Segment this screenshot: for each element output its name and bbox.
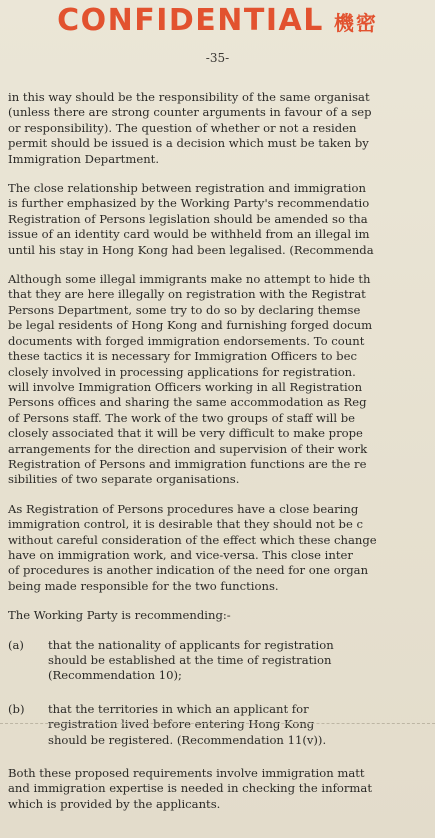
text-line: of Persons staff. The work of the two groups of staff will be <box>8 410 356 425</box>
text-line: these tactics it is necessary for Immigration Officers to bec <box>8 349 357 364</box>
paragraph-4 <box>8 502 435 594</box>
text-line: registration lived before entering Hong Kong <box>48 717 315 732</box>
text-line: should be registered. (Recommendation 11(v)). <box>48 732 327 747</box>
recommendation-label: (a) <box>8 637 24 652</box>
text-line: until his stay in Hong Kong had been legalised. (Recommenda <box>8 242 374 257</box>
text-line: that they are here illegally on registration with the Registrat <box>8 287 366 302</box>
text-line: closely involved in processing applications for registration. <box>8 364 356 379</box>
text-line: Registration of Persons and immigration functions are the re <box>8 456 367 471</box>
confidential-stamp <box>0 3 435 38</box>
text-line: The Working Party is recommending:- <box>8 608 231 623</box>
document-body <box>8 90 435 826</box>
text-line: is further emphasized by the Working Party's recommendatio <box>8 196 370 211</box>
paragraph-2 <box>8 181 435 258</box>
text-line: which is provided by the applicants. <box>8 796 221 811</box>
text-line: without careful consideration of the effect which these change <box>8 532 377 547</box>
text-line: that the territories in which an applicant for <box>48 701 309 716</box>
text-line: documents with forged immigration endorsements. To count <box>8 333 365 348</box>
text-line: Immigration Department. <box>8 151 160 166</box>
text-line: being made responsible for the two functions. <box>8 578 279 593</box>
text-line: immigration control, it is desirable that they should not be c <box>8 517 363 532</box>
text-line: be legal residents of Hong Kong and furnishing forged docum <box>8 318 373 333</box>
confidential-stamp-chinese: 機密 <box>333 11 378 35</box>
scan-divider-line <box>0 723 435 725</box>
text-line: have on immigration work, and vice-versa. This close inter <box>8 547 353 562</box>
text-line: arrangements for the direction and supervision of their work <box>8 441 368 456</box>
text-line: and immigration expertise is needed in checking the informat <box>8 781 372 796</box>
text-line: will involve Immigration Officers working in all Registration <box>8 379 363 394</box>
recommendation-text <box>48 638 435 684</box>
paragraph-3 <box>8 272 435 488</box>
closing-paragraph <box>8 766 435 812</box>
paragraph-1 <box>8 90 435 167</box>
text-line: Although some illegal immigrants make no attempt to hide th <box>8 272 371 287</box>
text-line: Both these proposed requirements involve immigration matt <box>8 766 365 781</box>
text-line: in this way should be the responsibility of the same organisat <box>8 90 370 104</box>
recommendation-a <box>8 638 435 684</box>
text-line: or responsibility). The question of whether or not a residen <box>8 120 357 135</box>
recommendation-label: (b) <box>8 701 25 716</box>
page-number: -35- <box>205 51 230 65</box>
confidential-stamp-english: CONFIDENTIAL <box>57 3 324 38</box>
text-line: that the nationality of applicants for registration <box>48 637 334 652</box>
text-line: Registration of Persons legislation should be amended so tha <box>8 211 368 226</box>
text-line: Persons Department, some try to do so by declaring themse <box>8 302 361 317</box>
text-line: As Registration of Persons procedures have a close bearing <box>8 501 359 516</box>
paragraph-5 <box>8 608 435 623</box>
text-line: sibilities of two separate organisations. <box>8 472 240 487</box>
text-line: should be established at the time of registration <box>48 653 332 667</box>
text-line: issue of an identity card would be withheld from an illegal im <box>8 227 370 242</box>
text-line: (Recommendation 10); <box>48 668 182 683</box>
text-line: closely associated that it will be very difficult to make prope <box>8 426 363 441</box>
text-line: (unless there are strong counter arguments in favour of a sep <box>8 105 372 120</box>
text-line: Persons offices and sharing the same accommodation as Reg <box>8 395 367 410</box>
text-line: of procedures is another indication of the need for one organ <box>8 563 369 578</box>
text-line: permit should be issued is a decision which must be taken by <box>8 136 369 151</box>
text-line: The close relationship between registration and immigration <box>8 181 366 196</box>
